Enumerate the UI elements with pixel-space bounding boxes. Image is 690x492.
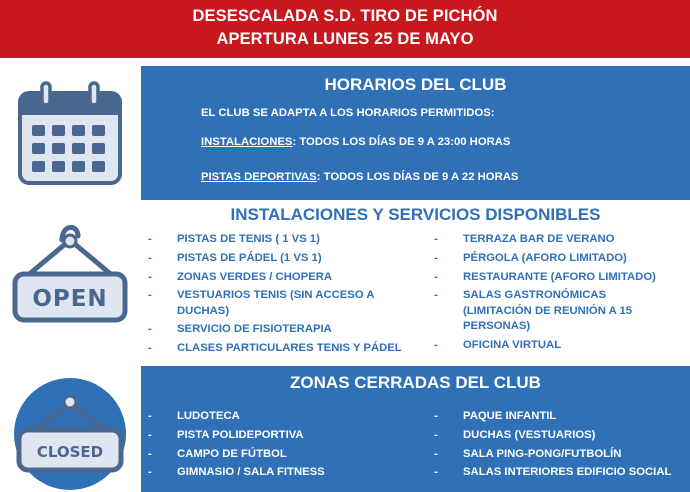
horarios-title: HORARIOS DEL CLUB	[324, 75, 507, 94]
list-item: - SERVICIO DE FISIOTERAPIA	[148, 322, 408, 337]
open-icon-cell	[0, 216, 140, 332]
closed-icon-cell	[0, 370, 140, 492]
banner-title: DESESCALADA S.D. TIRO DE PICHÓN	[192, 7, 498, 25]
pistas-text: : TODOS LOS DÍAS DE 9 A 22 HORAS	[316, 171, 519, 183]
open-sign-label: OPEN	[32, 286, 108, 312]
list-item: - RESTAURANTE (AFORO LIMITADO)	[434, 270, 684, 285]
closed-sign-icon	[5, 372, 135, 490]
list-item: - VESTUARIOS TENIS (SIN ACCESO A DUCHAS)	[148, 288, 408, 318]
horarios-intro: EL CLUB SE ADAPTA A LOS HORARIOS PERMITIDOS:	[201, 107, 495, 119]
servicios-title: INSTALACIONES Y SERVICIOS DISPONIBLES	[230, 205, 601, 224]
banner-subtitle: APERTURA LUNES 25 DE MAYO	[216, 30, 474, 48]
list-item: - SALAS GASTRONÓMICAS (LIMITACIÓN DE REUNIÓN A 15 PERSONAS)	[434, 288, 684, 334]
list-item: - OFICINA VIRTUAL	[434, 338, 684, 353]
horarios-pistas	[201, 171, 518, 183]
list-item: - PISTAS DE TENIS ( 1 VS 1)	[148, 232, 408, 247]
cerradas-list-right	[434, 409, 689, 484]
list-item: - GIMNASIO / SALA FITNESS	[148, 465, 418, 480]
calendar-icon	[12, 79, 128, 189]
list-item: - CLASES PARTICULARES TENIS Y PÁDEL	[148, 341, 408, 356]
instalaciones-label: INSTALACIONES	[201, 136, 293, 148]
list-item: - LUDOTECA	[148, 409, 418, 424]
open-sign-icon	[9, 220, 131, 328]
horarios-panel	[141, 66, 690, 200]
horarios-instalaciones	[201, 136, 510, 148]
list-item: - ZONAS VERDES / CHOPERA	[148, 270, 408, 285]
cerradas-list-left	[148, 409, 418, 484]
list-item: - SALA PING-PONG/FUTBOLÍN	[434, 447, 689, 462]
instalaciones-text: : TODOS LOS DÍAS DE 9 A 23:00 HORAS	[292, 136, 511, 148]
servicios-list-right	[434, 232, 684, 356]
list-item: - PÉRGOLA (AFORO LIMITADO)	[434, 251, 684, 266]
cerradas-title: ZONAS CERRADAS DEL CLUB	[290, 373, 541, 392]
list-item: - PISTAS DE PÁDEL (1 VS 1)	[148, 251, 408, 266]
list-item: - PISTA POLIDEPORTIVA	[148, 428, 418, 443]
list-item: - PAQUE INFANTIL	[434, 409, 689, 424]
list-item: - TERRAZA BAR DE VERANO	[434, 232, 684, 247]
pistas-label: PISTAS DEPORTIVAS	[201, 171, 317, 183]
servicios-list-left	[148, 232, 408, 360]
header-banner	[0, 0, 690, 58]
list-item: - DUCHAS (VESTUARIOS)	[434, 428, 689, 443]
list-item: - SALAS INTERIORES EDIFICIO SOCIAL	[434, 465, 689, 480]
list-item: - CAMPO DE FÚTBOL	[148, 447, 418, 462]
calendar-icon-cell	[0, 72, 140, 196]
closed-sign-label: CLOSED	[36, 443, 104, 461]
